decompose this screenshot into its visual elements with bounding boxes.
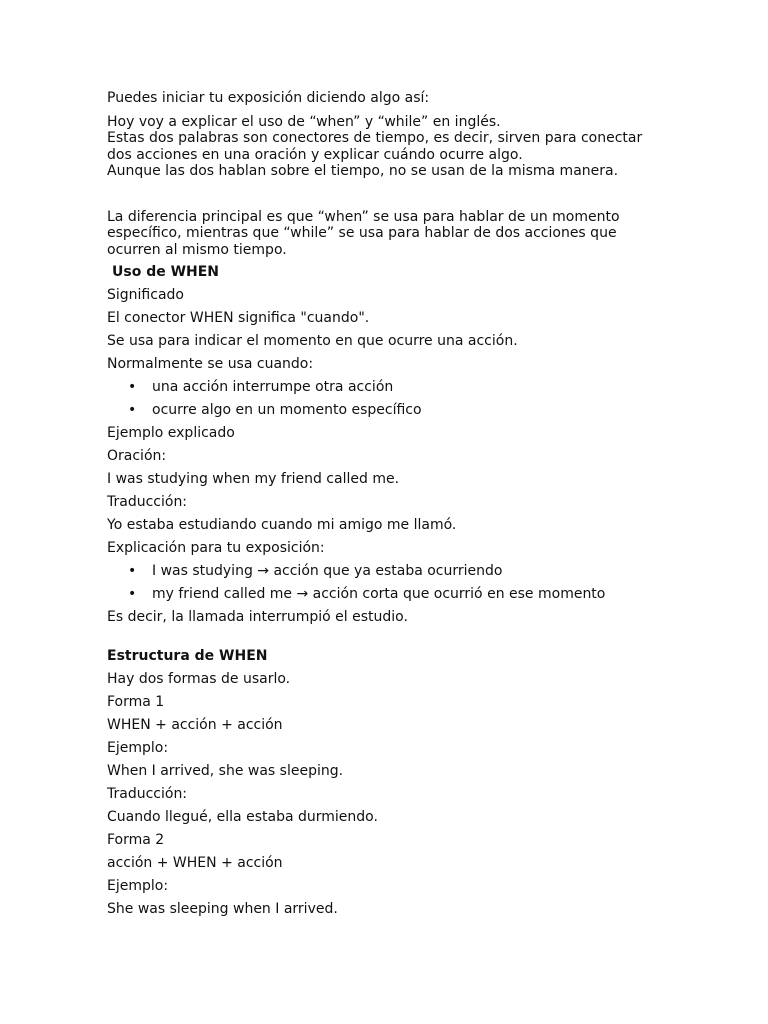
intro-p2-line-1: La diferencia principal es que “when” se usa para hablar de un momento	[107, 208, 620, 225]
list-item	[107, 586, 667, 603]
intro-p2-line-2: específico, mientras que “while” se usa para hablar de dos acciones que	[107, 225, 617, 241]
list-item	[107, 402, 667, 419]
intro-p1-line-1: Hoy voy a explicar el uso de “when” y “while” en inglés.	[107, 113, 501, 130]
section-uso-when	[107, 264, 667, 626]
ejemplo-label: Ejemplo explicado	[107, 425, 235, 441]
intro-paragraph-1	[107, 114, 667, 180]
intro-p1-line-2: Estas dos palabras son conectores de tiempo, es decir, sirven para conectar	[107, 130, 643, 146]
oracion-text: I was studying when my friend called me.	[107, 471, 400, 487]
oracion-label: Oración:	[107, 448, 167, 464]
forma2-formula: acción + WHEN + acción	[107, 855, 283, 871]
list-item-text: una acción interrumpe otra acción	[152, 379, 394, 395]
bullet-icon: •	[128, 402, 137, 418]
intro-p2-line-3: ocurren al mismo tiempo.	[107, 241, 287, 258]
traduccion-text: Yo estaba estudiando cuando mi amigo me llamó.	[107, 517, 457, 533]
forma1-traduccion-label: Traducción:	[107, 786, 188, 802]
forma2-label: Forma 2	[107, 832, 165, 848]
conclusion-text: Es decir, la llamada interrumpió el estudio.	[107, 609, 408, 625]
forma1-ejemplo: When I arrived, she was sleeping.	[107, 763, 344, 779]
definition-line-3: Normalmente se usa cuando:	[107, 356, 314, 372]
forma1-label: Forma 1	[107, 694, 165, 710]
document-page	[107, 90, 667, 924]
estructura-intro: Hay dos formas de usarlo.	[107, 671, 291, 687]
forma2-ejemplo: She was sleeping when I arrived.	[107, 901, 338, 917]
forma1-ejemplo-label: Ejemplo:	[107, 740, 169, 756]
list-item	[107, 379, 667, 396]
list-item-text: my friend called me → acción corta que ocurrió en ese momento	[152, 586, 606, 602]
list-item-text: ocurre algo en un momento específico	[152, 402, 422, 418]
intro-p1-line-4: Aunque las dos hablan sobre el tiempo, no se usan de la misma manera.	[107, 163, 619, 179]
intro-lead: Puedes iniciar tu exposición diciendo algo así:	[107, 90, 430, 106]
section-heading-uso-when: Uso de WHEN	[112, 264, 220, 280]
traduccion-label: Traducción:	[107, 494, 188, 510]
bullet-icon: •	[128, 563, 137, 579]
explicacion-label: Explicación para tu exposición:	[107, 540, 325, 556]
bullet-icon: •	[128, 586, 137, 602]
intro-paragraph-2	[107, 209, 667, 259]
intro-p1-line-3: dos acciones en una oración y explicar cuándo ocurre algo.	[107, 146, 523, 163]
usage-bullet-list	[107, 379, 667, 419]
definition-line-2: Se usa para indicar el momento en que ocurre una acción.	[107, 333, 518, 349]
section-estructura-when	[107, 648, 667, 918]
forma2-ejemplo-label: Ejemplo:	[107, 878, 169, 894]
bullet-icon: •	[128, 379, 137, 395]
forma1-formula: WHEN + acción + acción	[107, 717, 283, 733]
definition-line-1: El conector WHEN significa "cuando".	[107, 310, 370, 326]
list-item	[107, 563, 667, 580]
significado-label: Significado	[107, 287, 184, 303]
section-heading-estructura-when: Estructura de WHEN	[107, 648, 268, 664]
forma1-traduccion: Cuando llegué, ella estaba durmiendo.	[107, 809, 378, 825]
explanation-bullet-list	[107, 563, 667, 603]
list-item-text: I was studying → acción que ya estaba ocurriendo	[152, 563, 503, 579]
